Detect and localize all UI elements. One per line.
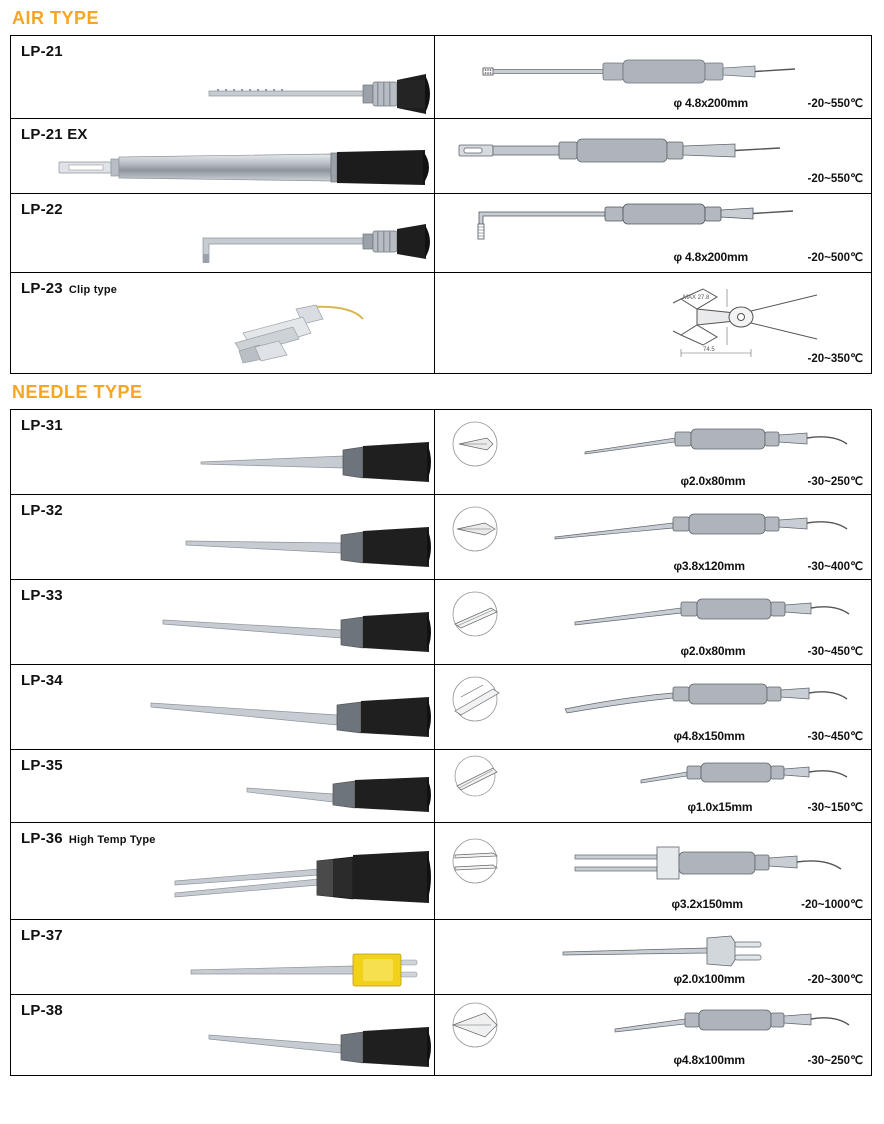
product-diagram-cell [435,36,872,119]
temperature-range-text: -30~450℃ [807,646,863,658]
product-photo-lp-21-ex [11,143,434,193]
needle-type-table [10,409,872,1076]
product-diagram-lp-22 [435,194,871,270]
product-diagram-cell [435,823,872,920]
product-photo-lp-34 [11,689,434,747]
temperature-range-text: -20~350℃ [807,353,863,365]
dimension-text: φ4.8x100mm [673,1053,745,1067]
dimension-text: φ2.0x80mm [680,644,746,658]
temperature-range-text: -30~400℃ [807,561,863,573]
product-diagram-lp-32 [435,495,871,579]
table-row [11,823,872,920]
table-row [11,580,872,665]
model-label [11,823,434,847]
model-label: LP-32 [21,502,63,519]
product-photo-cell [11,273,435,374]
temperature-range-text: -20~550℃ [807,98,863,110]
section-title-needle-type: NEEDLE TYPE [12,382,143,402]
temperature-range-text: -20~300℃ [807,974,863,986]
product-diagram-lp-38 [435,995,871,1075]
product-photo-cell [11,823,435,920]
product-diagram-cell [435,920,872,995]
product-photo-lp-36 [11,847,434,917]
table-row [11,495,872,580]
dimension-text: φ4.8x150mm [673,729,745,743]
table-row [11,665,872,750]
product-diagram-lp-23 [435,273,871,373]
model-label [11,273,434,297]
product-photo-cell [11,194,435,273]
product-photo-lp-38 [11,1019,434,1075]
product-photo-lp-22 [11,218,434,272]
product-diagram-lp-21 [435,36,871,116]
temperature-range-text: -20~550℃ [807,173,863,185]
product-diagram-lp-37 [435,920,871,994]
dimension-text: φ1.0x15mm [687,800,753,814]
temperature-range-text: -30~250℃ [807,476,863,488]
table-row [11,410,872,495]
table-row [11,194,872,273]
temperature-range-text: -30~450℃ [807,731,863,743]
product-photo-cell [11,920,435,995]
product-diagram-cell [435,495,872,580]
product-photo-lp-35 [11,774,434,822]
svg-text:MAX 27.8: MAX 27.8 [683,295,710,301]
table-row [11,995,872,1076]
product-photo-cell [11,665,435,750]
product-photo-lp-21 [11,60,434,118]
product-diagram-lp-31 [435,410,871,494]
air-type-table [10,35,872,374]
model-label: LP-33 [21,587,63,604]
table-row [11,273,872,374]
model-label-text: LP-36 [21,830,63,847]
product-diagram-cell [435,995,872,1076]
model-label: LP-22 [21,201,63,218]
product-diagram-lp-21-ex [435,119,871,191]
temperature-range-text: -20~1000℃ [801,899,863,911]
table-row [11,36,872,119]
product-diagram-cell [435,194,872,273]
product-photo-lp-32 [11,519,434,577]
product-photo-cell [11,410,435,495]
table-row [11,119,872,194]
product-diagram-cell [435,410,872,495]
product-diagram-cell [435,580,872,665]
product-photo-cell [11,119,435,194]
product-photo-cell [11,36,435,119]
dimension-text: φ2.0x100mm [673,972,745,986]
product-diagram-lp-33 [435,580,871,664]
temperature-range-text: -30~250℃ [807,1055,863,1067]
temperature-range-text: -30~150℃ [807,802,863,814]
product-photo-lp-23 [11,297,434,373]
product-diagram-cell [435,119,872,194]
product-photo-cell [11,995,435,1076]
product-photo-lp-31 [11,434,434,492]
model-label: LP-38 [21,1002,63,1019]
product-diagram-cell [435,750,872,823]
product-photo-lp-37 [11,944,434,994]
product-photo-lp-33 [11,604,434,662]
product-photo-cell [11,750,435,823]
product-diagram-lp-36 [435,823,871,919]
product-diagram-cell [435,273,872,374]
dimension-text: φ3.8x120mm [673,559,745,573]
dimension-text: φ3.2x150mm [671,897,743,911]
model-label: LP-37 [21,927,63,944]
model-label: LP-34 [21,672,63,689]
dimension-text: φ 4.8x200mm [673,250,748,264]
model-label-text: LP-23 [21,280,63,297]
dimension-text: φ2.0x80mm [680,474,746,488]
table-row [11,920,872,995]
model-label: LP-21 [21,43,63,60]
model-sub-label: Clip type [68,284,118,296]
product-diagram-lp-34 [435,665,871,749]
model-label: LP-35 [21,757,63,774]
model-label: LP-31 [21,417,63,434]
svg-text:74.5: 74.5 [703,347,716,353]
product-diagram-cell [435,665,872,750]
dimension-text: φ 4.8x200mm [673,96,748,110]
section-title-air-type: AIR TYPE [12,8,100,28]
product-diagram-lp-35 [435,750,871,820]
table-row [11,750,872,823]
product-photo-cell [11,495,435,580]
model-sub-label: High Temp Type [68,834,156,846]
model-label: LP-21 EX [21,126,88,143]
temperature-range-text: -20~500℃ [807,252,863,264]
product-photo-cell [11,580,435,665]
